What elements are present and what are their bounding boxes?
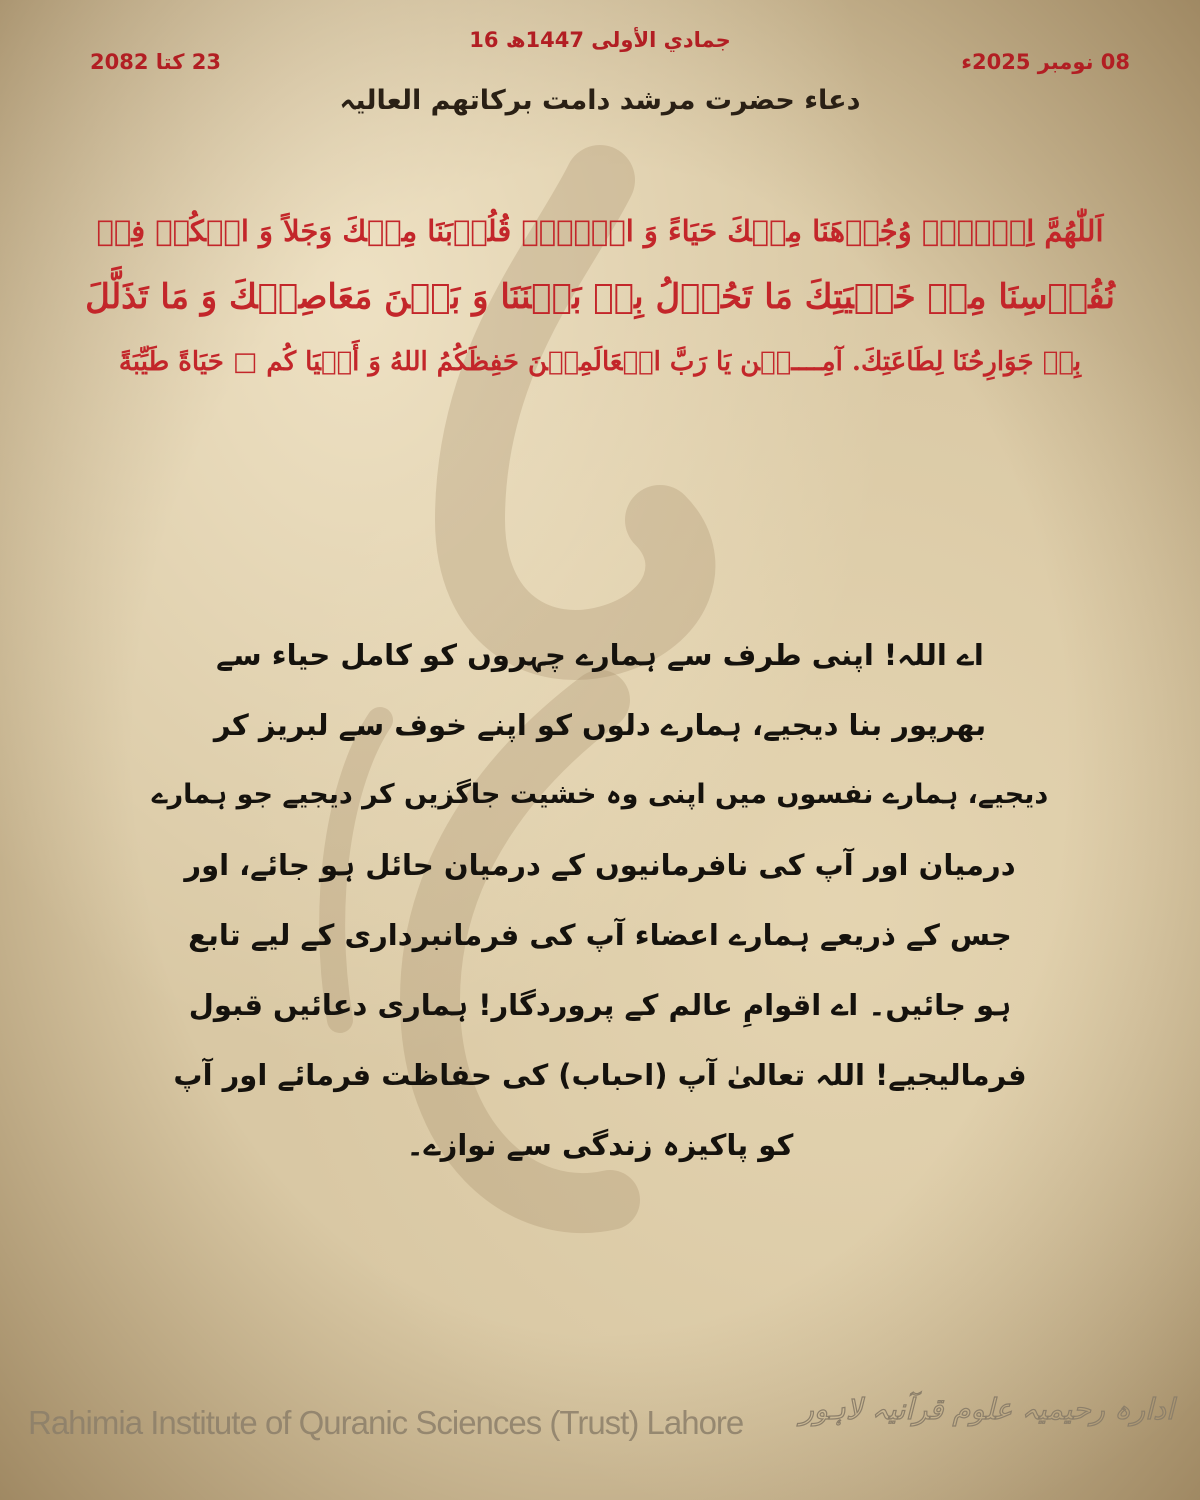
urdu-translation-line: بھرپور بنا دیجیے، ہمارے دلوں کو اپنے خوف سے لبریز کر xyxy=(213,708,987,742)
arabic-dua-line: نُفُوۡسِنَا مِنۡ خَشۡيَتِكَ مَا تَحُوۡلُ بِهٖ بَيۡنَنَا وَ بَيۡنَ مَعَاصِيۡكَ وَ مَا تَذَلَّلَ xyxy=(85,277,1115,317)
arabic-dua-line: اَللّٰھُمَّ اِمۡلَأۡ وُجُوۡھَنَا مِنۡكَ حَيَاءً وَ امۡلَأۡ قُلُوۡبَنَا مِنۡكَ وَجَلاً وَ اسۡكُنۡ فِیۡ xyxy=(96,214,1104,248)
urdu-translation-line: فرمالیجیے! اللہ تعالیٰ آپ (احباب) کی حفاظت فرمائے اور آپ xyxy=(173,1058,1027,1092)
urdu-translation-line: دیجیے، ہمارے نفسوں میں اپنی وہ خشیت جاگزیں کر دیجیے جو ہمارے xyxy=(151,779,1049,810)
urdu-translation-line: ہو جائیں۔ اے اقوامِ عالم کے پروردگار! ہماری دعائیں قبول xyxy=(188,988,1012,1022)
urdu-translation-line: کو پاکیزہ زندگی سے نوازے۔ xyxy=(406,1128,794,1162)
urdu-translation-line: درمیان اور آپ کی نافرمانیوں کے درمیان حائل ہو جائے، اور xyxy=(184,848,1016,882)
bikrami-date: 23 کتا 2082 xyxy=(90,50,221,74)
urdu-translation-block xyxy=(150,620,1050,1180)
urdu-translation-line: اے اللہ! اپنی طرف سے ہمارے چہروں کو کامل حیاء سے xyxy=(216,638,984,672)
hijri-date: 16 جمادي الأولى 1447ھ xyxy=(469,28,731,52)
institute-calligraphy-logo: ادارہ رحیمیہ علوم قرآنیہ لاہور xyxy=(799,1392,1174,1426)
arabic-dua-block xyxy=(80,200,1120,392)
arabic-dua-line: بِهٖ جَوَارِحُنَا لِطَاعَتِكَ. آمِــــيۡن يَا رَبَّ الۡعَالَمِيۡنَ حَفِظَكُمُ اللهُ وَ أَحۡيَا كُم □ حَيَاةً طَيِّبَةً xyxy=(118,347,1082,377)
dua-title: دعاء حضرت مرشد دامت برکاتھم العالیہ xyxy=(339,85,861,116)
urdu-translation-line: جس کے ذریعے ہمارے اعضاء آپ کی فرمانبرداری کے لیے تابع xyxy=(188,918,1012,952)
institute-name: Rahimia Institute of Quranic Sciences (Trust) Lahore xyxy=(28,1404,744,1441)
gregorian-date: 08 نومبر 2025ء xyxy=(961,50,1130,74)
